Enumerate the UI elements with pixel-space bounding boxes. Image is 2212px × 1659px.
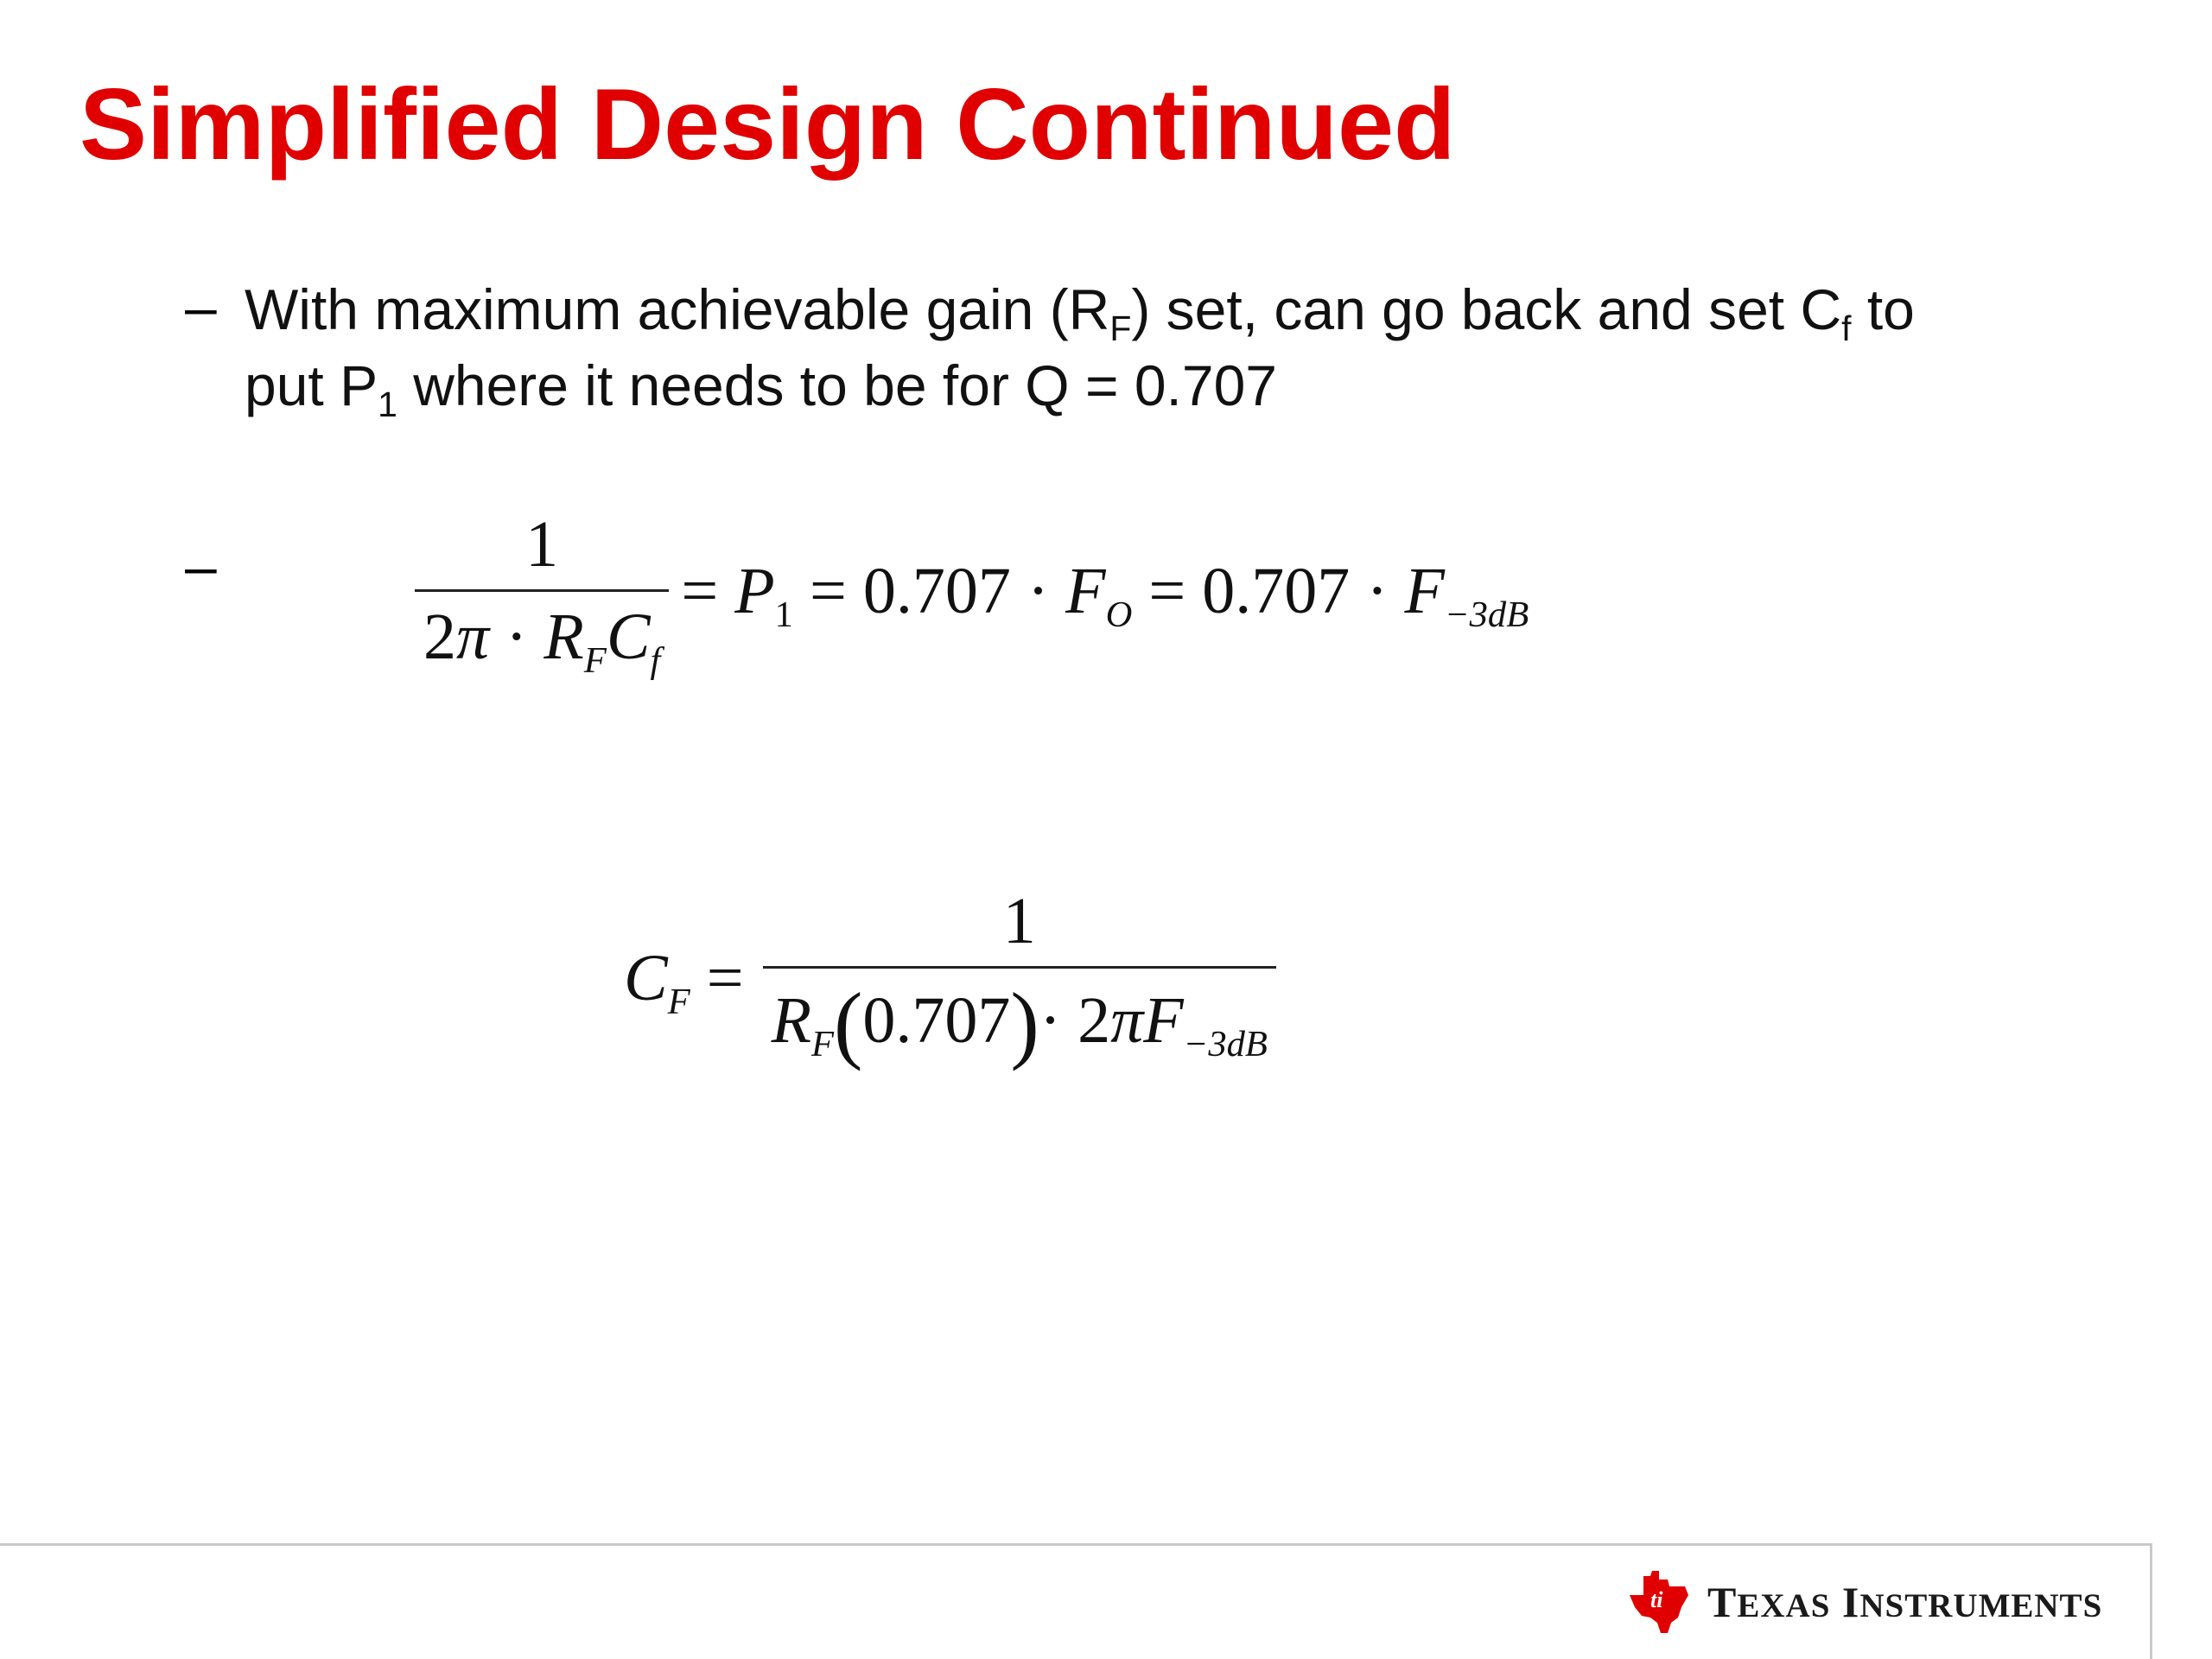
- equation-pole-frequency: [415, 508, 1529, 682]
- bullet-text-1: [245, 271, 2128, 423]
- bullet-line-1: With maximum achievable gain $(R_F)$ set, can go back and set $C_f$ to: [245, 277, 1915, 349]
- fraction-numerator: 1: [1002, 885, 1036, 957]
- fraction: [763, 885, 1276, 1071]
- footer-divider: [0, 1543, 2152, 1546]
- bullet-line-2: put $P_1$ where it needs to be for Q = 0.707: [245, 353, 1278, 425]
- equation-rhs: = $P_1 = 0.707 \cdot F_O = 0.707 \cdot F_{-3dB}$: [681, 554, 1529, 635]
- slide-title: Simplified Design Continued: [79, 67, 1456, 181]
- fraction-denominator: $2\pi \cdot R_FC_f$: [415, 589, 669, 670]
- fraction-denominator: $R_F(0.707)\cdot 2\pi F_{-3dB}$: [763, 966, 1276, 1067]
- equation-feedback-capacitor: [624, 885, 1276, 1071]
- subscript-1: 1: [378, 385, 397, 425]
- svg-text:ti: ti: [1650, 1587, 1663, 1612]
- subscript-F: F: [1109, 308, 1132, 349]
- footer-divider-vertical: [2150, 1543, 2152, 1659]
- texas-instruments-logo: [1624, 1569, 2102, 1635]
- bullet-dash-1: –: [185, 275, 217, 339]
- fraction-numerator: 1: [525, 508, 559, 581]
- subscript-f: f: [1841, 308, 1852, 349]
- bullet-dash-2: –: [185, 534, 217, 598]
- logo-wordmark: TEXAS INSTRUMENTS: [1707, 1578, 2103, 1626]
- fraction: [415, 508, 669, 682]
- equation-lhs: $C_F$ =: [624, 941, 744, 1022]
- ti-logo-icon: [1624, 1569, 1692, 1635]
